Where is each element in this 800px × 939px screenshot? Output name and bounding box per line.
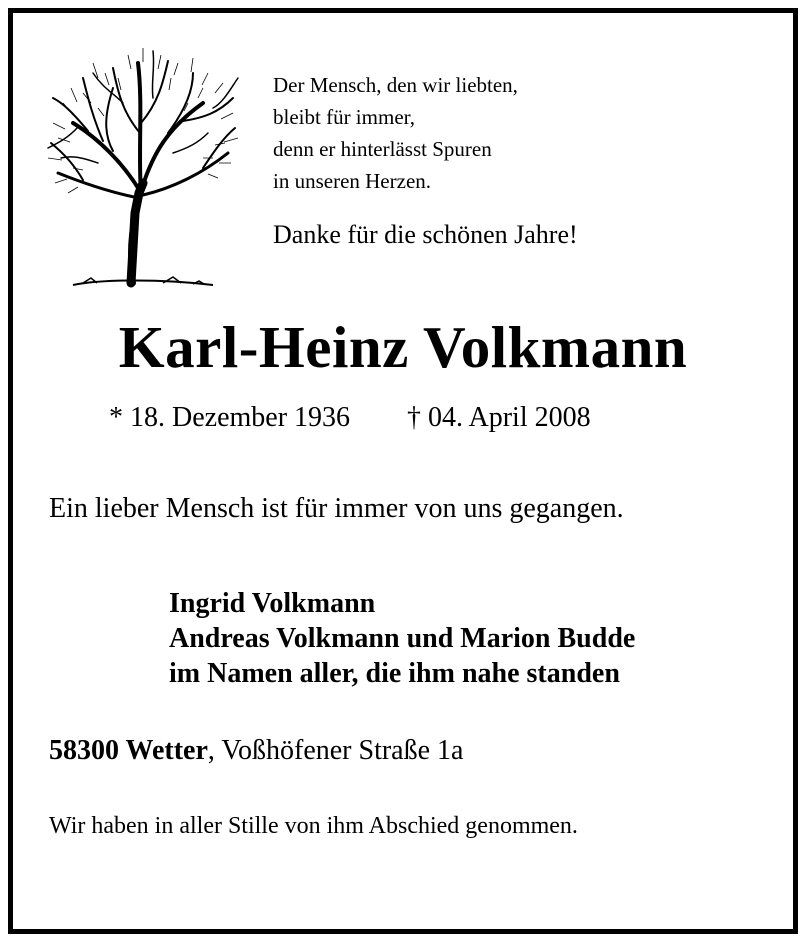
closing-note: Wir haben in aller Stille von ihm Abschied genommen. bbox=[49, 813, 578, 839]
family-line: Ingrid Volkmann bbox=[169, 588, 376, 619]
birth-date: * 18. Dezember 1936 bbox=[109, 402, 351, 433]
thanks-line: Danke für die schönen Jahre! bbox=[273, 220, 578, 249]
address bbox=[49, 735, 463, 767]
family-line: im Namen aller, die ihm nahe standen bbox=[169, 658, 620, 689]
family-signature bbox=[169, 586, 635, 691]
poem-line: bleibt für immer, bbox=[273, 105, 416, 129]
address-city: 58300 Wetter bbox=[49, 735, 208, 766]
poem bbox=[273, 69, 518, 197]
address-street: , Voßhöfener Straße 1a bbox=[207, 735, 464, 766]
poem-line: in unseren Herzen. bbox=[273, 169, 432, 193]
deceased-name: Karl-Heinz Volkmann bbox=[118, 314, 688, 380]
poem-line: Der Mensch, den wir liebten, bbox=[273, 73, 518, 97]
tree-icon bbox=[43, 43, 243, 293]
life-dates bbox=[109, 402, 591, 434]
family-line: Andreas Volkmann und Marion Budde bbox=[169, 623, 636, 654]
poem-line: denn er hinterlässt Spuren bbox=[273, 137, 492, 161]
obituary-notice bbox=[8, 8, 798, 934]
memorial-message: Ein lieber Mensch ist für immer von uns gegangen. bbox=[49, 493, 624, 524]
death-date: † 04. April 2008 bbox=[407, 402, 591, 433]
